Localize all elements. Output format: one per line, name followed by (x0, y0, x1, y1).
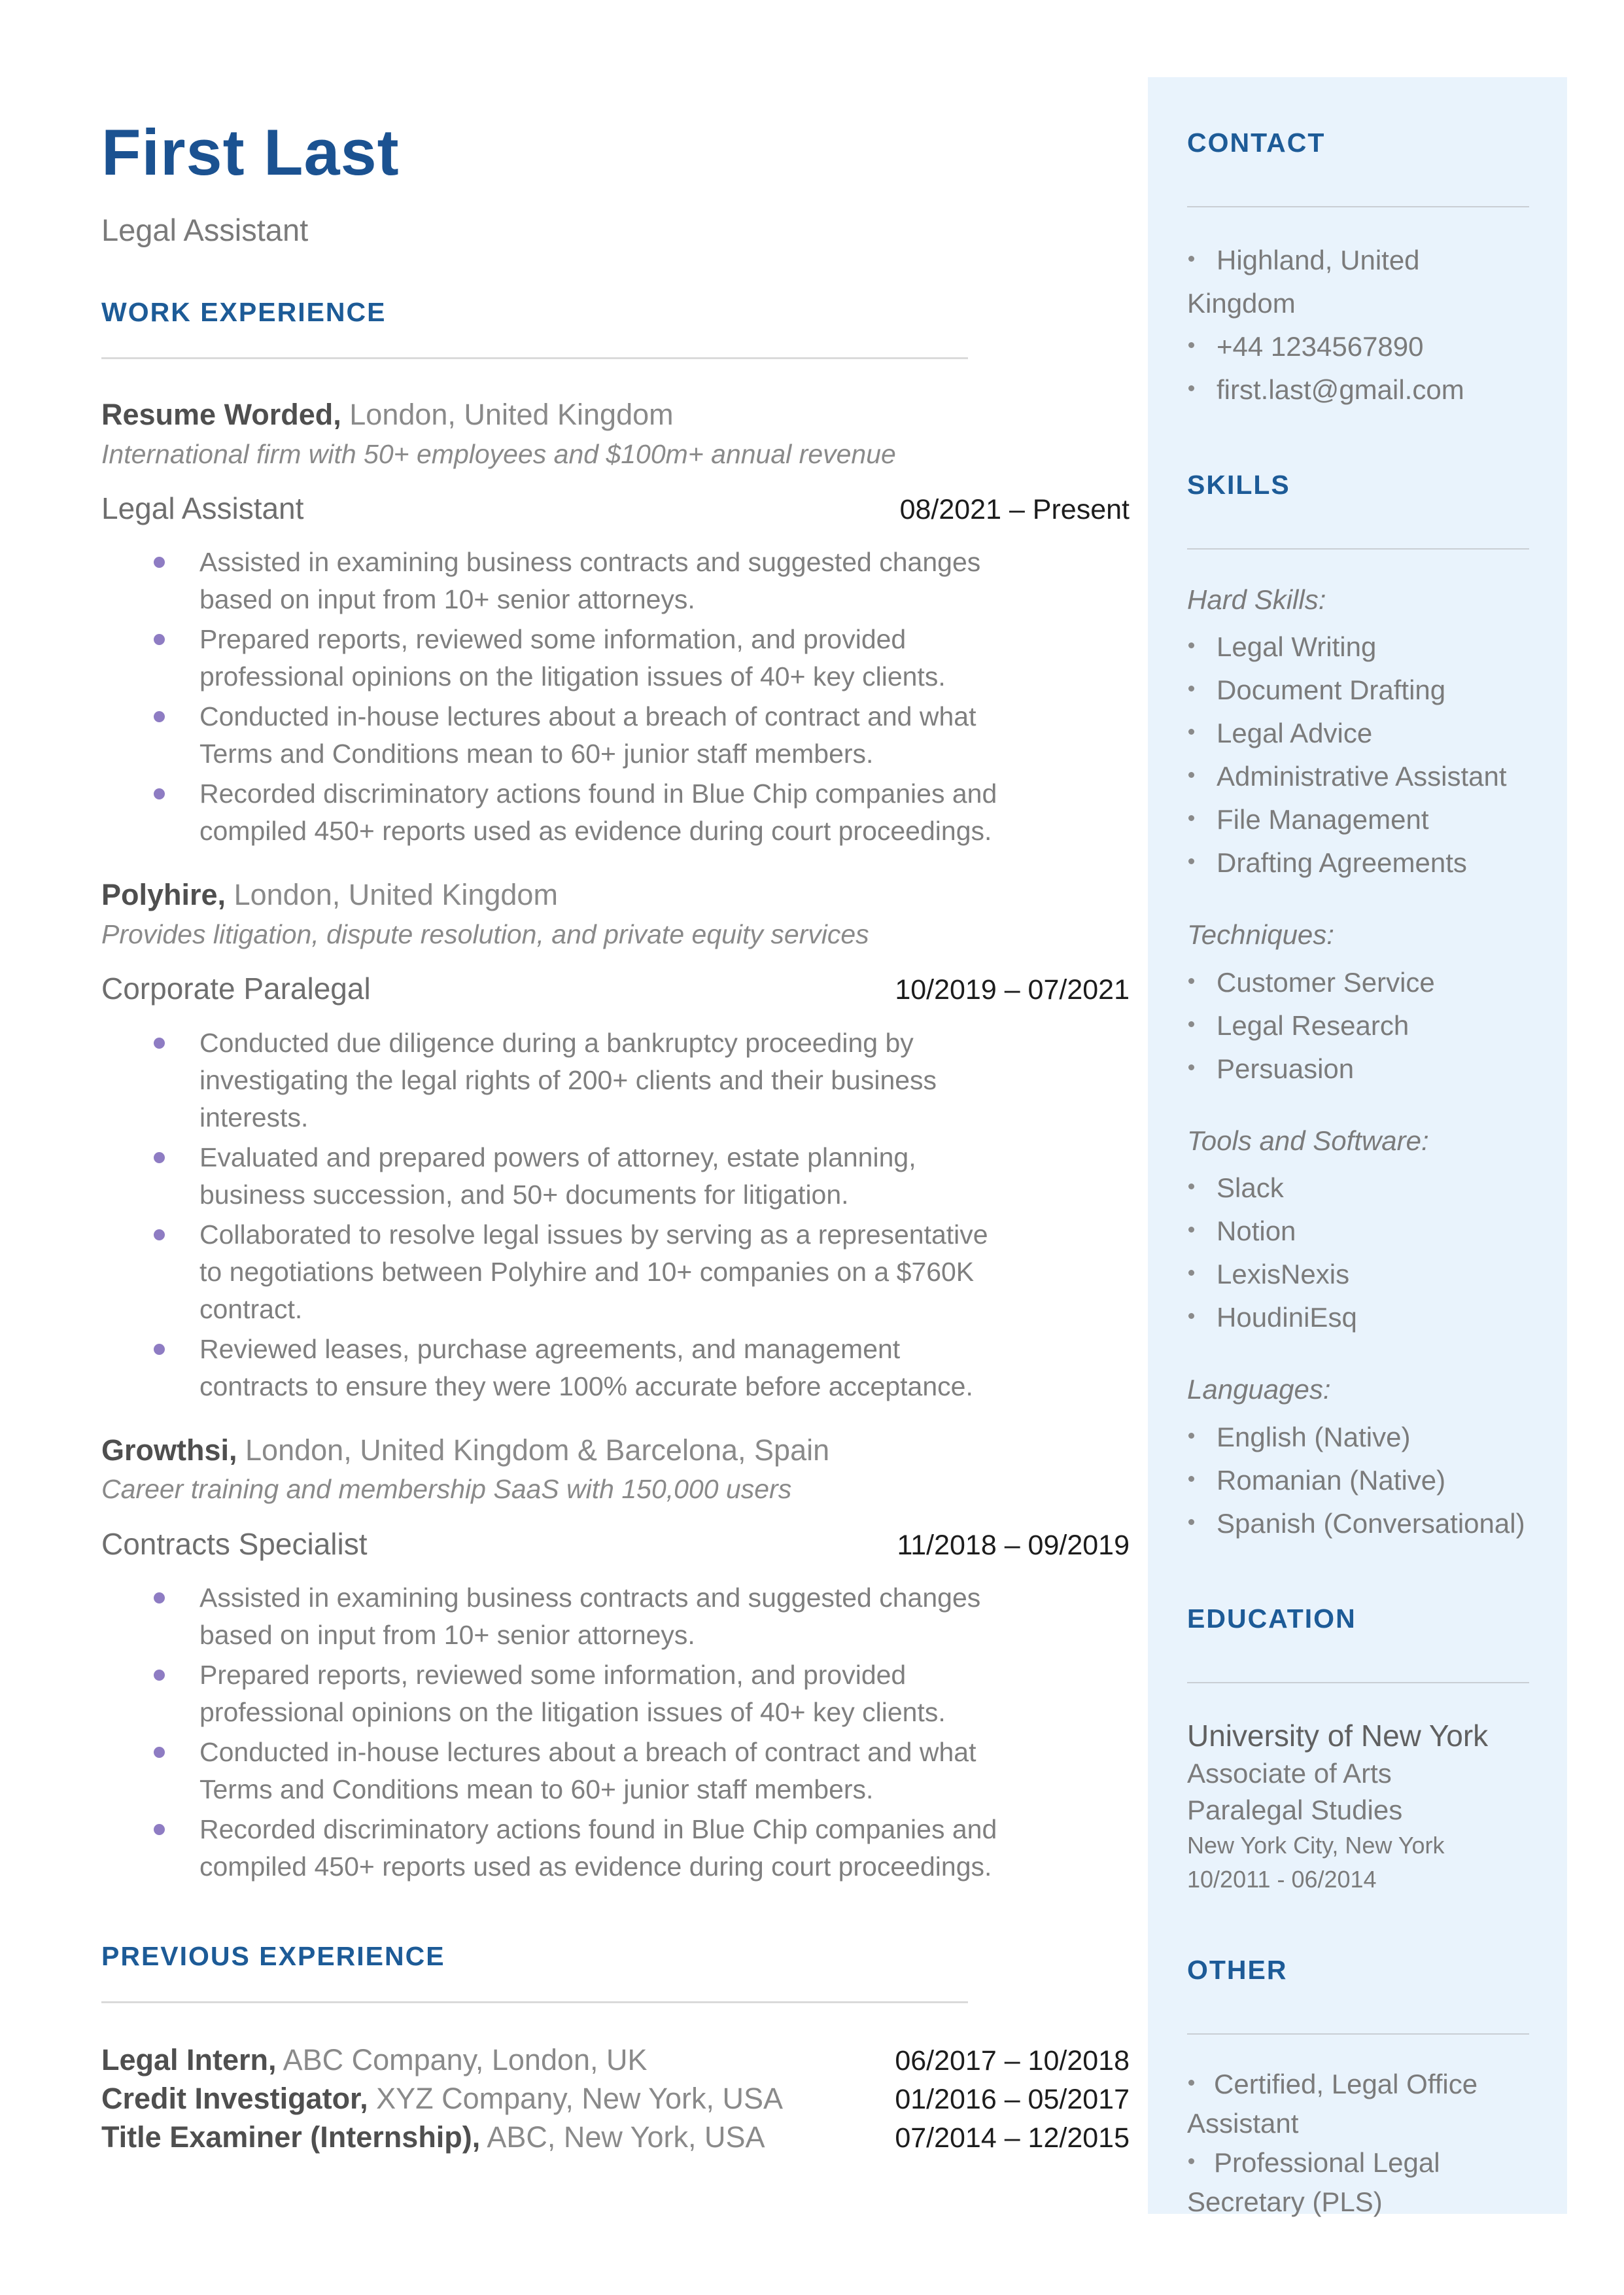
previous-experience-row (101, 2080, 1130, 2118)
skill-item-text: Legal Advice (1217, 718, 1373, 749)
section-divider (101, 2001, 968, 2003)
skills-group-list (1187, 961, 1529, 1091)
role-dates: 10/2019 – 07/2021 (895, 974, 1130, 1006)
company-line (101, 396, 1130, 434)
role-title: Legal Assistant (101, 491, 304, 525)
section-divider (101, 357, 968, 359)
role-title: Corporate Paralegal (101, 972, 371, 1006)
skills-group-list (1187, 1166, 1529, 1339)
skill-item-text: LexisNexis (1217, 1259, 1350, 1290)
bullet-dot-icon (1188, 1183, 1194, 1189)
other-list (1187, 2065, 1529, 2222)
person-name: First Last (101, 116, 400, 188)
skill-item (1187, 1296, 1529, 1339)
certification-item (1187, 2143, 1529, 2222)
skill-item-text: Persuasion (1217, 1053, 1355, 1084)
certification-item (1187, 2065, 1529, 2143)
previous-role-dates: 07/2014 – 12/2015 (895, 2122, 1130, 2154)
sidebar (1148, 77, 1567, 2217)
education-school: University of New York (1187, 1718, 1489, 1753)
bullet-dot-icon (1188, 342, 1194, 348)
bullet-dot-icon (1188, 1227, 1194, 1233)
skill-item (1187, 712, 1529, 755)
skill-item-text: Customer Service (1217, 966, 1435, 998)
sidebar-heading-contact: CONTACT (1187, 128, 1326, 158)
language-item (1187, 1502, 1529, 1545)
role-dates: 08/2021 – Present (899, 493, 1130, 525)
bullet-dot-icon (1188, 1519, 1194, 1525)
skills-section (1187, 472, 1529, 1545)
skill-item-text: Drafting Agreements (1217, 847, 1467, 879)
previous-role-detail: ABC Company, London, UK (283, 2043, 648, 2077)
language-item-text: English (Native) (1217, 1421, 1411, 1452)
bullet-dot-icon (1188, 256, 1194, 262)
language-item-text: Romanian (Native) (1217, 1464, 1446, 1496)
job-bullet: Collaborated to resolve legal issues by serving as a representative to negotiations between Polyhire and 10+ companies on a $760K contract. (101, 1216, 1011, 1328)
previous-role-detail: ABC, New York, USA (487, 2120, 765, 2154)
job-bullet-list (101, 1579, 1011, 1885)
previous-role-detail: XYZ Company, New York, USA (376, 2082, 784, 2116)
main-column (101, 0, 1130, 2157)
role-row (101, 971, 1130, 1007)
skill-item-text: Legal Research (1217, 1009, 1409, 1041)
sidebar-divider (1187, 1682, 1529, 1683)
previous-experience-row (101, 2118, 1130, 2157)
company-location: London, United Kingdom (349, 397, 674, 431)
job-bullet: Recorded discriminatory actions found in Blue Chip companies and compiled 450+ reports used as evidence during court proceedings. (101, 1811, 1011, 1885)
skill-item (1187, 755, 1529, 798)
bullet-dot-icon (1188, 1021, 1194, 1027)
education-dates: 10/2011 - 06/2014 (1187, 1865, 1377, 1893)
bullet-dot-icon (1188, 1313, 1194, 1319)
contact-item-phone (1187, 325, 1529, 368)
job-bullet: Conducted in-house lectures about a breach of contract and what Terms and Conditions mean to 60+ junior staff members. (101, 1734, 1011, 1808)
skill-item (1187, 669, 1529, 712)
skills-group-label: Languages: (1187, 1374, 1331, 1405)
skill-item-text: HoudiniEsq (1217, 1302, 1357, 1333)
job-bullet: Prepared reports, reviewed some information, and provided professional opinions on the litigation issues of 40+ key clients. (101, 621, 1011, 695)
bullet-dot-icon (1188, 686, 1194, 692)
language-item (1187, 1416, 1529, 1459)
company-name: Resume Worded, (101, 397, 341, 431)
bullet-dot-icon (1188, 1270, 1194, 1276)
job-bullet: Conducted in-house lectures about a breach of contract and what Terms and Conditions mean to 60+ junior staff members. (101, 698, 1011, 773)
contact-item-email (1187, 368, 1529, 412)
language-item-text: Spanish (Conversational) (1217, 1507, 1525, 1539)
company-location: London, United Kingdom (233, 878, 558, 912)
education-degree: Associate of Arts (1187, 1757, 1392, 1789)
education-location: New York City, New York (1187, 1831, 1445, 1859)
education-field: Paralegal Studies (1187, 1794, 1403, 1825)
skill-item (1187, 1047, 1529, 1091)
job-bullet-list (101, 1025, 1011, 1405)
skill-item-text: Document Drafting (1217, 674, 1446, 706)
previous-experience-section (101, 1943, 1130, 2157)
bullet-dot-icon (1188, 642, 1194, 648)
job-bullet: Conducted due diligence during a bankruptcy proceeding by investigating the legal rights of 200+ clients and their business interests. (101, 1025, 1011, 1136)
job-bullet: Assisted in examining business contracts and suggested changes based on input from 10+ senior attorneys. (101, 544, 1011, 618)
contact-list (1187, 239, 1529, 412)
contact-item-text: first.last@gmail.com (1217, 374, 1464, 405)
job-entry (101, 1431, 1130, 1885)
sidebar-heading-other: OTHER (1187, 1954, 1288, 1985)
skill-item (1187, 1166, 1529, 1210)
bullet-dot-icon (1188, 385, 1194, 391)
company-name: Growthsi, (101, 1433, 237, 1467)
skill-item-text: Notion (1217, 1216, 1296, 1247)
sidebar-divider (1187, 548, 1529, 550)
job-entry (101, 876, 1130, 1405)
previous-role-dates: 06/2017 – 10/2018 (895, 2045, 1130, 2077)
previous-role-dates: 01/2016 – 05/2017 (895, 2084, 1130, 2116)
bullet-dot-icon (1188, 2080, 1194, 2086)
job-bullet: Assisted in examining business contracts and suggested changes based on input from 10+ senior attorneys. (101, 1579, 1011, 1654)
company-tagline: International firm with 50+ employees and $100m+ annual revenue (101, 438, 896, 469)
skills-group-label: Techniques: (1187, 919, 1334, 951)
contact-item-text: +44 1234567890 (1217, 331, 1424, 362)
section-heading-previous-experience: PREVIOUS EXPERIENCE (101, 1941, 445, 1972)
previous-experience-row (101, 2041, 1130, 2080)
section-heading-work-experience: WORK EXPERIENCE (101, 296, 387, 327)
bullet-dot-icon (1188, 815, 1194, 821)
company-tagline: Career training and membership SaaS with 150,000 users (101, 1474, 792, 1505)
job-bullet: Prepared reports, reviewed some information, and provided professional opinions on the litigation issues of 40+ key clients. (101, 1656, 1011, 1731)
job-bullet: Reviewed leases, purchase agreements, and management contracts to ensure they were 100% accurate before acceptance. (101, 1331, 1011, 1405)
company-name: Polyhire, (101, 878, 226, 912)
bullet-dot-icon (1188, 772, 1194, 778)
skills-group-label: Hard Skills: (1187, 584, 1326, 615)
bullet-dot-icon (1188, 1064, 1194, 1070)
skill-item (1187, 1210, 1529, 1253)
other-section (1187, 1954, 1529, 2222)
bullet-dot-icon (1188, 858, 1194, 864)
company-location: London, United Kingdom & Barcelona, Spain (245, 1433, 830, 1467)
language-item (1187, 1459, 1529, 1502)
previous-experience-rows (101, 2041, 1130, 2157)
role-dates: 11/2018 – 09/2019 (897, 1529, 1130, 1561)
sidebar-divider (1187, 206, 1529, 207)
skill-item (1187, 798, 1529, 841)
education-section (1187, 1605, 1529, 1897)
bullet-dot-icon (1188, 2158, 1194, 2164)
skill-item (1187, 1253, 1529, 1296)
skills-group-list (1187, 1416, 1529, 1545)
role-row (101, 1526, 1130, 1563)
previous-role-title: Legal Intern, (101, 2043, 277, 2077)
company-line (101, 876, 1130, 914)
skill-item (1187, 625, 1529, 669)
skill-item (1187, 841, 1529, 885)
skill-item (1187, 961, 1529, 1004)
certification-item-text: Certified, Legal Office Assistant (1187, 2068, 1478, 2139)
bullet-dot-icon (1188, 1433, 1194, 1439)
skill-item-text: Slack (1217, 1172, 1284, 1204)
skill-item-text: Legal Writing (1217, 631, 1377, 663)
job-entry (101, 396, 1130, 850)
role-row (101, 491, 1130, 527)
skill-item-text: Administrative Assistant (1217, 761, 1507, 792)
company-tagline: Provides litigation, dispute resolution, and private equity services (101, 919, 869, 949)
sidebar-divider (1187, 2033, 1529, 2035)
person-role-subtitle: Legal Assistant (101, 212, 309, 247)
previous-role-line (101, 2080, 783, 2117)
skills-group-list (1187, 625, 1529, 885)
skill-item (1187, 1004, 1529, 1047)
bullet-dot-icon (1188, 729, 1194, 735)
previous-role-title: Credit Investigator, (101, 2082, 368, 2116)
bullet-dot-icon (1188, 1476, 1194, 1482)
role-title: Contracts Specialist (101, 1526, 368, 1561)
previous-role-line (101, 2041, 648, 2078)
sidebar-heading-education: EDUCATION (1187, 1603, 1356, 1634)
job-bullet: Recorded discriminatory actions found in Blue Chip companies and compiled 450+ reports used as evidence during court proceedings. (101, 775, 1011, 850)
contact-item-text: Highland, United Kingdom (1187, 245, 1420, 319)
certification-item-text: Professional Legal Secretary (PLS) (1187, 2146, 1440, 2217)
job-bullet: Evaluated and prepared powers of attorney, estate planning, business succession, and 50+ documents for litigation. (101, 1139, 1011, 1214)
skills-group-label: Tools and Software: (1187, 1125, 1429, 1156)
previous-role-line (101, 2118, 765, 2156)
company-line (101, 1431, 1130, 1469)
sidebar-heading-skills: SKILLS (1187, 470, 1290, 500)
bullet-dot-icon (1188, 978, 1194, 984)
skill-item-text: File Management (1217, 804, 1429, 835)
previous-role-title: Title Examiner (Internship), (101, 2120, 481, 2154)
contact-item-location (1187, 239, 1529, 325)
job-bullet-list (101, 544, 1011, 850)
